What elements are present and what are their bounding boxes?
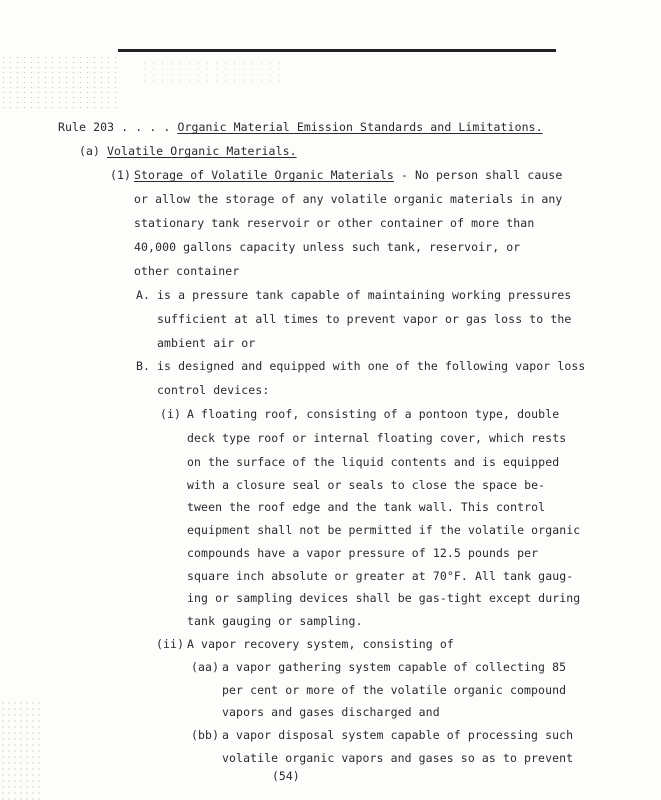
item-1-line: stationary tank reservoir or other container of more than	[134, 216, 535, 230]
scan-noise	[0, 55, 120, 110]
item-1-label: (1)	[110, 168, 132, 182]
section-a-label: (a)	[79, 144, 101, 158]
item-aa-line: a vapor gathering system capable of collecting 85	[222, 660, 567, 674]
item-aa-label: (aa)	[191, 660, 220, 674]
item-ii-label: (ii)	[156, 637, 185, 651]
item-ii-line: A vapor recovery system, consisting of	[187, 637, 454, 651]
page-number: (54)	[272, 769, 300, 783]
item-A-line: sufficient at all times to prevent vapor or gas loss to the	[157, 312, 572, 326]
item-bb-line: volatile organic vapors and gases so as to prevent	[222, 751, 574, 765]
rule-title: Organic Material Emission Standards and Limitations.	[177, 120, 543, 134]
item-i-line: on the surface of the liquid contents and is equipped	[187, 455, 560, 469]
item-B-label: B.	[136, 359, 151, 373]
rule-number: Rule 203	[58, 120, 115, 134]
item-i-line: deck type roof or internal floating cover, which rests	[187, 431, 567, 445]
item-1-heading: Storage of Volatile Organic Materials	[134, 168, 394, 182]
rule-dots: . . . .	[114, 120, 171, 134]
item-bb-line: a vapor disposal system capable of processing such	[222, 728, 574, 742]
item-aa-line: vapors and gases discharged and	[222, 705, 440, 719]
item-i-line: A floating roof, consisting of a pontoon type, double	[187, 407, 560, 421]
rule-heading	[58, 120, 543, 134]
item-1-line: or allow the storage of any volatile organic materials in any	[134, 192, 563, 206]
item-i-label: (i)	[160, 407, 182, 421]
item-i-line: compounds have a vapor pressure of 12.5 pounds per	[187, 546, 539, 560]
item-1-line: 40,000 gallons capacity unless such tank, reservoir, or	[134, 240, 521, 254]
item-i-line: ing or sampling devices shall be gas-tight except during	[187, 591, 581, 605]
item-A-line: is a pressure tank capable of maintaining working pressures	[157, 288, 572, 302]
scan-noise	[140, 60, 280, 85]
item-i-line: tween the roof edge and the tank wall. This control	[187, 500, 546, 514]
item-1-line: - No person shall cause	[393, 168, 563, 182]
header-rule-line	[118, 49, 556, 52]
item-i-line: tank gauging or sampling.	[187, 614, 363, 628]
item-i-line: with a closure seal or seals to close the space be-	[187, 478, 546, 492]
item-bb-label: (bb)	[191, 728, 220, 742]
item-i-line: square inch absolute or greater at 70°F. All tank gaug-	[187, 569, 574, 583]
item-1-line: other container	[134, 264, 240, 278]
item-i-line: equipment shall not be permitted if the volatile organic	[187, 523, 581, 537]
item-A-label: A.	[136, 288, 151, 302]
item-B-line: control devices:	[157, 383, 270, 397]
item-1-first-line	[134, 168, 562, 182]
item-A-line: ambient air or	[157, 336, 256, 350]
item-B-line: is designed and equipped with one of the following vapor loss	[157, 359, 586, 373]
scan-noise	[0, 700, 40, 800]
section-a-title: Volatile Organic Materials.	[107, 144, 297, 158]
item-aa-line: per cent or more of the volatile organic compound	[222, 683, 567, 697]
